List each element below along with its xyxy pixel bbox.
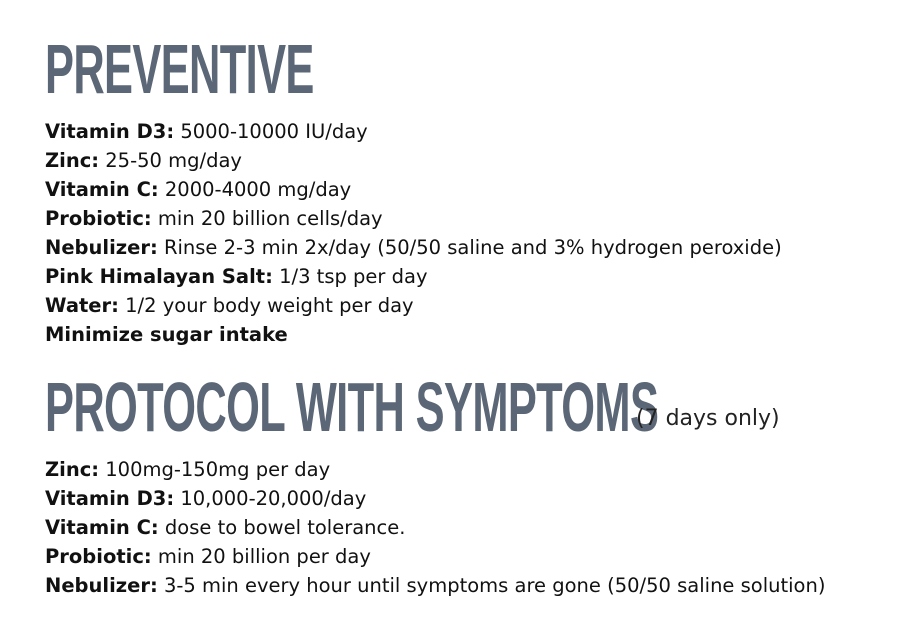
protocol-list: [45, 455, 825, 600]
item-value: 5000-10000 IU/day: [174, 120, 368, 143]
list-item: [45, 117, 782, 146]
item-value: Rinse 2-3 min 2x/day (50/50 saline and 3% hydrogen peroxide): [157, 236, 782, 259]
item-value: 1/3 tsp per day: [272, 265, 428, 288]
list-item: [45, 455, 825, 484]
item-value: min 20 billion cells/day: [151, 207, 383, 230]
protocol-heading-row: [45, 368, 900, 446]
item-value: 1/2 your body weight per day: [118, 294, 414, 317]
item-label: Zinc:: [45, 149, 100, 172]
list-item: [45, 291, 782, 320]
list-item: [45, 262, 782, 291]
item-value: 10,000-20,000/day: [174, 487, 367, 510]
item-value: 100mg-150mg per day: [99, 458, 331, 481]
item-label: Probiotic:: [45, 545, 152, 568]
protocol-heading: PROTOCOL WITH SYMPTOMS: [45, 368, 659, 446]
item-label: Nebulizer:: [45, 236, 158, 259]
protocol-duration-note: (7 days only): [636, 406, 780, 431]
list-item: [45, 513, 825, 542]
item-value: 25-50 mg/day: [99, 149, 242, 172]
item-value: 2000-4000 mg/day: [158, 178, 352, 201]
item-label: Vitamin C:: [45, 516, 159, 539]
item-label: Zinc:: [45, 458, 100, 481]
list-item: [45, 484, 825, 513]
item-value: dose to bowel tolerance.: [158, 516, 406, 539]
list-item: [45, 571, 825, 600]
item-label: Nebulizer:: [45, 574, 158, 597]
list-item: [45, 204, 782, 233]
list-item: [45, 542, 825, 571]
list-item: [45, 175, 782, 204]
list-item: [45, 320, 782, 349]
item-value: 3-5 min every hour until symptoms are gone (50/50 saline solution): [157, 574, 826, 597]
item-label: Water:: [45, 294, 119, 317]
item-label: Vitamin D3:: [45, 487, 175, 510]
item-label: Vitamin D3:: [45, 120, 175, 143]
list-item: [45, 146, 782, 175]
preventive-list: [45, 117, 782, 349]
item-label: Minimize sugar intake: [45, 323, 288, 346]
preventive-heading: PREVENTIVE: [45, 30, 314, 108]
item-label: Pink Himalayan Salt:: [45, 265, 273, 288]
item-label: Probiotic:: [45, 207, 152, 230]
list-item: [45, 233, 782, 262]
item-label: Vitamin C:: [45, 178, 159, 201]
item-value: min 20 billion per day: [151, 545, 371, 568]
